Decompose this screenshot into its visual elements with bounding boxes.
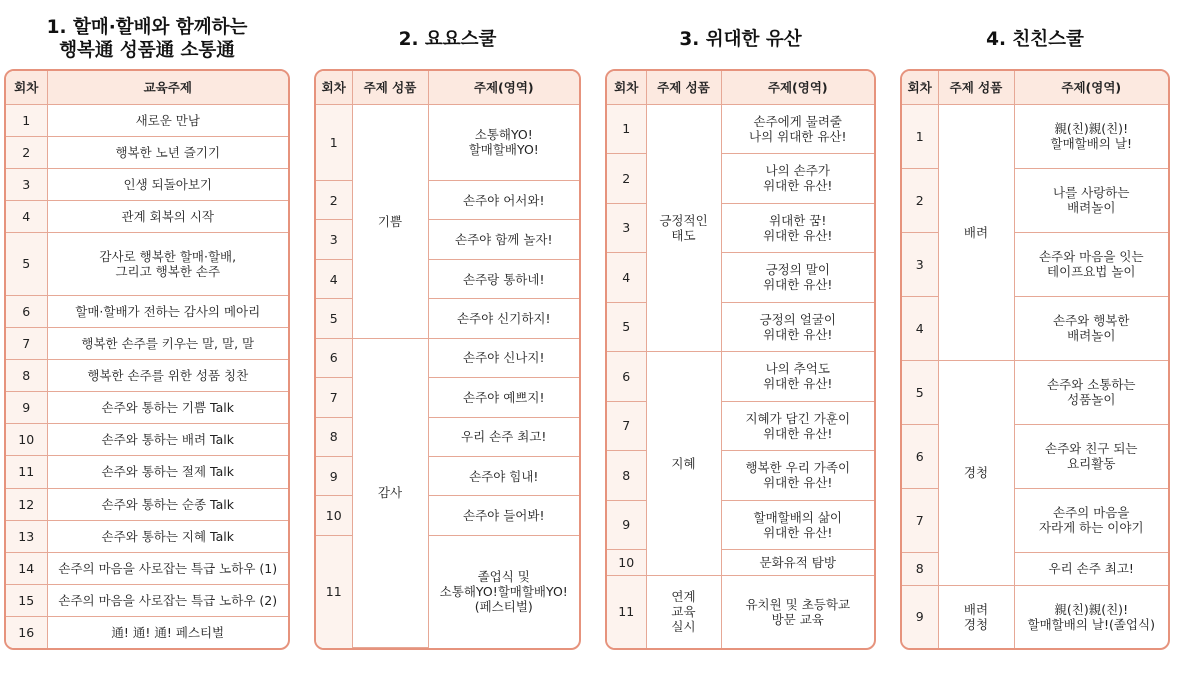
header-area: 주제(영역) xyxy=(428,71,579,104)
session-number: 4 xyxy=(6,201,47,233)
virtue-group-cell: 경청 xyxy=(938,360,1014,585)
panel-4 xyxy=(900,14,1170,650)
session-number: 8 xyxy=(902,552,938,585)
panel-1 xyxy=(4,14,290,650)
virtue-group-cell: 지혜 xyxy=(646,352,721,576)
session-number: 12 xyxy=(6,488,47,520)
topic-cell: 손주와 통하는 지혜 Talk xyxy=(47,520,288,552)
area-cell: 손주야 함께 놀자! xyxy=(428,220,579,259)
panel-4-table xyxy=(902,71,1168,648)
panel-1-title-line1: 1. 할매·할배와 함께하는 xyxy=(46,17,248,38)
session-number: 8 xyxy=(316,417,352,456)
session-number: 11 xyxy=(316,535,352,647)
area-cell: 소통해YO! 할매할배YO! xyxy=(428,104,579,180)
panel-2-table xyxy=(316,71,579,648)
area-cell: 우리 손주 최고! xyxy=(428,417,579,456)
area-cell: 문화유적 탐방 xyxy=(721,550,874,576)
area-cell: 손주야 신기하지! xyxy=(428,299,579,338)
table-row xyxy=(6,392,288,424)
session-number: 6 xyxy=(316,338,352,377)
panel-1-title xyxy=(4,16,290,62)
panel-1-table-frame xyxy=(4,69,290,650)
session-number: 6 xyxy=(607,352,646,402)
session-number: 3 xyxy=(607,203,646,253)
session-number: 3 xyxy=(6,168,47,200)
session-number: 1 xyxy=(316,104,352,180)
topic-cell: 손주와 통하는 절제 Talk xyxy=(47,456,288,488)
topic-cell: 손주의 마음을 사로잡는 특급 노하우 (2) xyxy=(47,585,288,617)
panel-1-title-line2: 행복通 성품通 소통通 xyxy=(59,40,235,61)
header-virtue: 주제 성품 xyxy=(646,71,721,104)
session-number: 10 xyxy=(316,496,352,535)
topic-cell: 인생 되돌아보기 xyxy=(47,168,288,200)
area-cell: 손주와 마음을 잇는 테이프요법 놀이 xyxy=(1014,232,1168,296)
area-cell: 긍정의 말이 위대한 유산! xyxy=(721,253,874,303)
session-number: 7 xyxy=(607,401,646,451)
header-virtue: 주제 성품 xyxy=(938,71,1014,104)
table-row xyxy=(6,552,288,584)
session-number: 10 xyxy=(607,550,646,576)
area-cell: 행복한 우리 가족이 위대한 유산! xyxy=(721,451,874,501)
session-number: 1 xyxy=(6,104,47,136)
table-row xyxy=(316,104,579,180)
session-number: 9 xyxy=(6,392,47,424)
panel-1-table xyxy=(6,71,288,648)
header-session: 회차 xyxy=(316,71,352,104)
table-row xyxy=(6,585,288,617)
session-number: 2 xyxy=(316,180,352,219)
topic-cell: 행복한 손주를 키우는 말, 말, 말 xyxy=(47,327,288,359)
topic-cell: 손주와 통하는 배려 Talk xyxy=(47,424,288,456)
table-row xyxy=(607,104,874,154)
session-number: 1 xyxy=(607,104,646,154)
session-number: 2 xyxy=(607,154,646,204)
area-cell: 긍정의 얼굴이 위대한 유산! xyxy=(721,302,874,352)
area-cell: 손주와 친구 되는 요리활동 xyxy=(1014,424,1168,488)
table-row xyxy=(902,360,1168,424)
session-number: 5 xyxy=(607,302,646,352)
session-number: 2 xyxy=(6,136,47,168)
virtue-group-cell: 긍정적인 태도 xyxy=(646,104,721,352)
session-number: 3 xyxy=(316,220,352,259)
session-number: 10 xyxy=(6,424,47,456)
area-cell: 손주야 예쁘지! xyxy=(428,378,579,417)
table-row xyxy=(6,233,288,295)
session-number: 7 xyxy=(6,327,47,359)
header-virtue: 주제 성품 xyxy=(352,71,428,104)
table-row xyxy=(6,201,288,233)
session-number: 9 xyxy=(607,500,646,550)
virtue-group-cell: 연계 교육 실시 xyxy=(646,575,721,648)
session-number: 2 xyxy=(902,168,938,232)
header-area: 주제(영역) xyxy=(721,71,874,104)
session-number: 16 xyxy=(6,617,47,648)
area-cell: 유치원 및 초등학교 방문 교육 xyxy=(721,575,874,648)
session-number: 4 xyxy=(902,296,938,360)
header-area: 주제(영역) xyxy=(1014,71,1168,104)
table-row xyxy=(902,585,1168,648)
panel-2 xyxy=(314,14,581,650)
topic-cell: 행복한 노년 즐기기 xyxy=(47,136,288,168)
session-number: 13 xyxy=(6,520,47,552)
panel-4-title: 4. 친친스쿨 xyxy=(986,29,1084,50)
panel-3-title: 3. 위대한 유산 xyxy=(679,29,802,50)
session-number: 1 xyxy=(902,104,938,168)
area-cell: 할매할배의 삶이 위대한 유산! xyxy=(721,500,874,550)
area-cell: 손주의 마음을 자라게 하는 이야기 xyxy=(1014,488,1168,552)
area-cell: 손주야 힘내! xyxy=(428,456,579,495)
session-number: 6 xyxy=(6,295,47,327)
area-cell: 손주와 소통하는 성품놀이 xyxy=(1014,360,1168,424)
table-row xyxy=(6,456,288,488)
topic-cell: 행복한 손주를 위한 성품 칭찬 xyxy=(47,359,288,391)
area-cell: 지혜가 담긴 가훈이 위대한 유산! xyxy=(721,401,874,451)
table-row xyxy=(316,338,579,377)
session-number: 4 xyxy=(316,259,352,298)
topic-cell: 새로운 만남 xyxy=(47,104,288,136)
virtue-group-cell: 기쁨 xyxy=(352,104,428,338)
area-cell: 손주에게 물려줄 나의 위대한 유산! xyxy=(721,104,874,154)
table-row xyxy=(6,520,288,552)
area-cell: 졸업식 및 소통해YO!할매할배YO! (페스티벌) xyxy=(428,535,579,647)
area-cell: 親(친)親(친)! 할매할배의 날!(졸업식) xyxy=(1014,585,1168,648)
session-number: 5 xyxy=(6,233,47,295)
area-cell: 손주야 들어봐! xyxy=(428,496,579,535)
header-session: 회차 xyxy=(6,71,47,104)
area-cell: 親(친)親(친)! 할매할배의 날! xyxy=(1014,104,1168,168)
session-number: 7 xyxy=(316,378,352,417)
topic-cell: 손주와 통하는 순종 Talk xyxy=(47,488,288,520)
panel-4-table-frame xyxy=(900,69,1170,650)
panel-3-table xyxy=(607,71,874,648)
session-number: 11 xyxy=(6,456,47,488)
area-cell: 우리 손주 최고! xyxy=(1014,552,1168,585)
session-number: 9 xyxy=(316,456,352,495)
session-number: 7 xyxy=(902,488,938,552)
session-number: 8 xyxy=(6,359,47,391)
panel-2-table-frame xyxy=(314,69,581,650)
table-row xyxy=(6,168,288,200)
session-number: 11 xyxy=(607,575,646,648)
topic-cell: 손주의 마음을 사로잡는 특급 노하우 (1) xyxy=(47,552,288,584)
virtue-group-cell: 배려 xyxy=(938,104,1014,360)
header-session: 회차 xyxy=(902,71,938,104)
table-row xyxy=(6,359,288,391)
table-row xyxy=(6,488,288,520)
table-row xyxy=(6,424,288,456)
session-number: 15 xyxy=(6,585,47,617)
panel-3-table-frame xyxy=(605,69,876,650)
area-cell: 손주와 행복한 배려놀이 xyxy=(1014,296,1168,360)
topic-cell: 손주와 통하는 기쁨 Talk xyxy=(47,392,288,424)
area-cell: 나를 사랑하는 배려놀이 xyxy=(1014,168,1168,232)
session-number: 5 xyxy=(316,299,352,338)
virtue-group-cell: 배려 경청 xyxy=(938,585,1014,648)
session-number: 5 xyxy=(902,360,938,424)
topic-cell: 감사로 행복한 할매·할배, 그리고 행복한 손주 xyxy=(47,233,288,295)
session-number: 4 xyxy=(607,253,646,303)
table-row xyxy=(6,295,288,327)
header-session: 회차 xyxy=(607,71,646,104)
session-number: 9 xyxy=(902,585,938,648)
topic-cell: 할매·할배가 전하는 감사의 메아리 xyxy=(47,295,288,327)
table-row xyxy=(6,327,288,359)
session-number: 6 xyxy=(902,424,938,488)
table-row xyxy=(902,104,1168,168)
table-row xyxy=(6,617,288,648)
area-cell: 위대한 꿈! 위대한 유산! xyxy=(721,203,874,253)
area-cell: 나의 손주가 위대한 유산! xyxy=(721,154,874,204)
area-cell: 손주랑 통하네! xyxy=(428,259,579,298)
header-topic: 교육주제 xyxy=(47,71,288,104)
table-row xyxy=(6,136,288,168)
session-number: 3 xyxy=(902,232,938,296)
table-row xyxy=(6,104,288,136)
area-cell: 손주야 신나지! xyxy=(428,338,579,377)
topic-cell: 通! 通! 通! 페스티벌 xyxy=(47,617,288,648)
panel-3 xyxy=(605,14,876,650)
session-number: 14 xyxy=(6,552,47,584)
panel-2-title: 2. 요요스쿨 xyxy=(398,29,497,50)
topic-cell: 관계 회복의 시작 xyxy=(47,201,288,233)
area-cell: 손주야 어서와! xyxy=(428,180,579,219)
virtue-group-cell: 감사 xyxy=(352,338,428,647)
table-row xyxy=(607,575,874,648)
table-row xyxy=(607,352,874,402)
session-number: 8 xyxy=(607,451,646,501)
area-cell: 나의 추억도 위대한 유산! xyxy=(721,352,874,402)
